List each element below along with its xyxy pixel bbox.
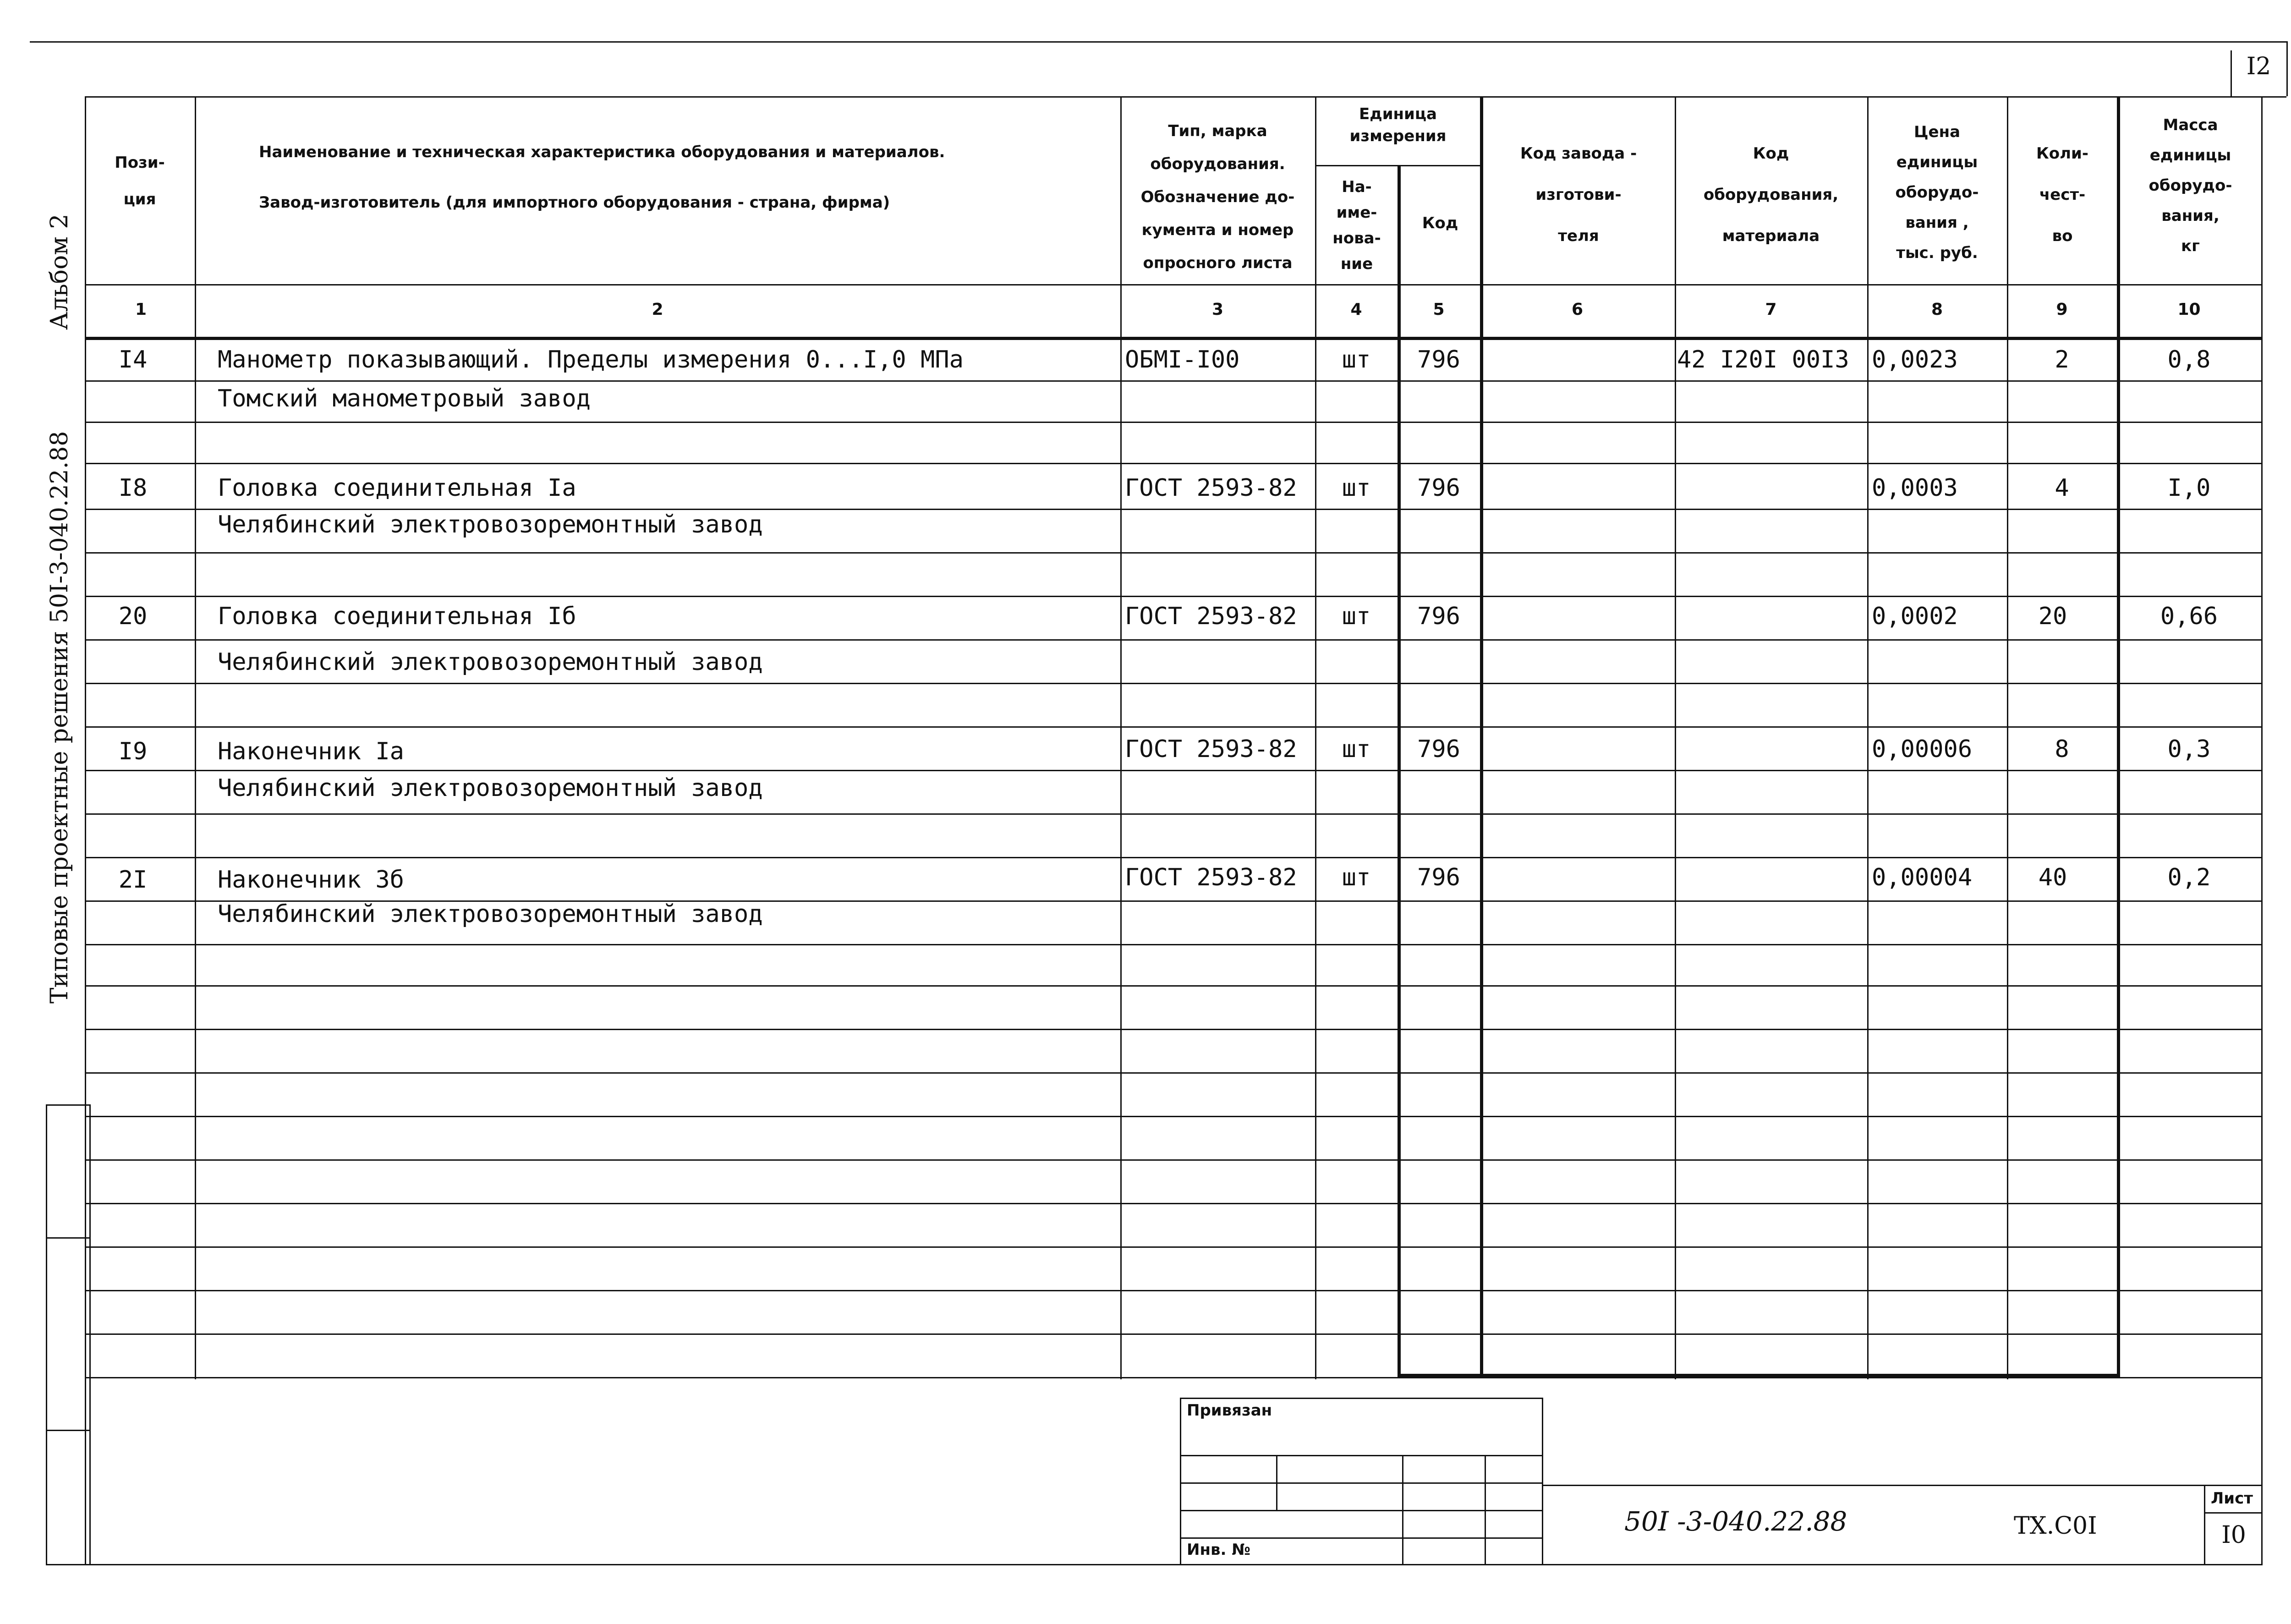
- margin-strip-left: [46, 1104, 47, 1565]
- header-unit: [1317, 103, 1479, 147]
- header-col1-line1: Пози-: [115, 154, 165, 172]
- header-col3-line: Обозначение до-: [1140, 188, 1295, 206]
- header-col4-line: На-: [1342, 178, 1372, 196]
- row-line: [85, 985, 2261, 987]
- row-line: [85, 1116, 2261, 1117]
- header-col10-line: вания,: [2161, 207, 2220, 225]
- row-line: [85, 1029, 2261, 1030]
- cell-type: ОБМI-I00: [1125, 346, 1240, 373]
- colnum-bottom: [85, 337, 2261, 340]
- cell-name: Наконечник Iа: [218, 738, 404, 765]
- header-col7-line: материала: [1722, 227, 1820, 245]
- col-sep-2: [1120, 96, 1122, 1379]
- header-col10-line: кг: [2181, 237, 2200, 255]
- header-col9-line: чест-: [2039, 186, 2086, 204]
- row-line: [85, 1072, 2261, 1074]
- row-line: [85, 1290, 2261, 1291]
- cell-mass: 0,2: [2167, 864, 2211, 891]
- cell-pos: I8: [118, 474, 148, 502]
- top-border: [30, 41, 2286, 43]
- header-col2-line1: Наименование и техническая характеристика оборудования и материалов.: [259, 143, 945, 161]
- cell-pos: I4: [118, 346, 148, 373]
- header-col9-line: во: [2052, 227, 2073, 245]
- cell-pos: 20: [118, 603, 148, 630]
- cell-mass: 0,66: [2160, 603, 2218, 630]
- cell-name: Наконечник 3б: [218, 866, 404, 894]
- row-line: [85, 683, 2261, 684]
- header-col3-line: опросного листа: [1143, 254, 1293, 272]
- stamp-left: [1180, 1398, 1181, 1565]
- header-col10-line: оборудо-: [2148, 176, 2232, 195]
- colnum-6: 6: [1571, 300, 1584, 319]
- stamp-row: [1180, 1510, 1542, 1511]
- stamp-right: [1542, 1398, 1543, 1565]
- cell-price: 0,0002: [1872, 603, 1958, 630]
- title-block-top: [1542, 1485, 2261, 1486]
- row-line: [85, 1159, 2261, 1161]
- cell-maker: Челябинский электровозоремонтный завод: [218, 774, 763, 802]
- colnum-4: 4: [1350, 300, 1362, 319]
- table-right: [2261, 96, 2263, 1565]
- cell-maker: Челябинский электровозоремонтный завод: [218, 900, 763, 928]
- row-line: [85, 422, 2261, 423]
- cell-price: 0,0003: [1872, 474, 1958, 502]
- cell-type: ГОСТ 2593-82: [1125, 603, 1297, 630]
- cell-mass: 0,8: [2167, 346, 2211, 373]
- header-col1: [87, 144, 192, 218]
- header-col6-line: теля: [1558, 227, 1599, 245]
- cell-code: 796: [1417, 346, 1460, 373]
- cell-code: 796: [1417, 603, 1460, 630]
- header-col3-line: кумента и номер: [1141, 221, 1294, 239]
- header-col8-line: тыс. руб.: [1896, 244, 1978, 262]
- colnum-8: 8: [1931, 300, 1943, 319]
- header-bottom: [85, 284, 2261, 285]
- cell-pos: I9: [118, 738, 148, 765]
- stamp-row: [1180, 1537, 1542, 1539]
- row-line: [85, 596, 2261, 597]
- header-col4-line: ние: [1340, 255, 1373, 273]
- table-top: [85, 96, 2286, 98]
- corner-box-left: [2231, 50, 2232, 96]
- cell-price: 0,0023: [1872, 346, 1958, 373]
- stamp-row: [1180, 1482, 1542, 1484]
- stamp-col: [1485, 1455, 1486, 1565]
- header-col5: Код: [1422, 214, 1458, 232]
- sheet-box-left: [2204, 1485, 2205, 1565]
- header-col7-line: Код: [1753, 144, 1789, 163]
- header-col10-line: Масса: [2163, 116, 2218, 134]
- stamp-col: [1402, 1455, 1403, 1565]
- header-col3: [1123, 115, 1313, 280]
- table-data-bottom-thick: [1398, 1374, 2120, 1377]
- row-line: [85, 509, 2261, 510]
- table-left: [85, 96, 86, 1565]
- sheet-number: I0: [2221, 1521, 2246, 1549]
- cell-equip-code: 42 I20I 00I3: [1677, 346, 1849, 373]
- header-col7-line: оборудования,: [1703, 186, 1839, 204]
- row-line: [85, 857, 2261, 858]
- row-line: [85, 463, 2261, 464]
- row-line: [85, 1203, 2261, 1204]
- cell-maker: Томский манометровый завод: [218, 385, 591, 412]
- row-line: [85, 813, 2261, 815]
- header-col1-line2: ция: [123, 190, 156, 208]
- header-col4: [1317, 174, 1396, 277]
- header-col8-line: Цена: [1913, 123, 1961, 141]
- cell-qty: 2: [2055, 346, 2069, 373]
- colnum-1: 1: [135, 300, 147, 319]
- header-col6-line: Код завода -: [1520, 144, 1637, 163]
- header-col2-line2: Завод-изготовитель (для импортного оборудования - страна, фирма): [259, 193, 890, 212]
- cell-pos: 2I: [118, 866, 148, 894]
- cell-price: 0,00004: [1872, 864, 1973, 891]
- colnum-5: 5: [1433, 300, 1445, 319]
- stamp-top: [1180, 1398, 1542, 1399]
- cell-name: Головка соединительная Iб: [218, 603, 576, 630]
- cell-qty: 20: [2038, 603, 2067, 630]
- cell-name: Манометр показывающий. Пределы измерения 0...I,0 МПа: [218, 346, 964, 373]
- table-data-bottom: [85, 1377, 2261, 1378]
- header-col8-line: единицы: [1896, 153, 1978, 171]
- corner-box-right: [2286, 41, 2288, 96]
- header-col3-line: Тип, марка: [1168, 122, 1267, 140]
- header-col8-line: оборудо-: [1895, 183, 1979, 202]
- header-col4-line: име-: [1336, 203, 1377, 222]
- row-line: [85, 1333, 2261, 1335]
- cell-type: ГОСТ 2593-82: [1125, 864, 1297, 891]
- row-line: [85, 770, 2261, 771]
- row-line: [85, 552, 2261, 554]
- col-sep-1: [195, 96, 196, 1379]
- stamp-tied-label: Привязан: [1187, 1401, 1272, 1420]
- sheet-corner-number: I2: [2246, 53, 2271, 80]
- col-sep-7: [1867, 96, 1869, 1379]
- cell-unit: шт: [1342, 346, 1371, 373]
- margin-strip-sep1: [46, 1237, 89, 1239]
- header-col6-line: изготови-: [1535, 186, 1622, 204]
- cell-type: ГОСТ 2593-82: [1125, 474, 1297, 502]
- cell-type: ГОСТ 2593-82: [1125, 735, 1297, 763]
- stamp-row: [1180, 1455, 1542, 1456]
- header-col8-line: вания ,: [1905, 214, 1969, 232]
- sheet-label: Лист: [2211, 1489, 2253, 1508]
- header-col6: [1485, 133, 1672, 257]
- col-sep-6: [1675, 96, 1676, 1379]
- margin-strip-top: [46, 1104, 89, 1106]
- cell-unit: шт: [1342, 603, 1371, 630]
- header-col4-line: нова-: [1332, 229, 1381, 247]
- row-line: [85, 1246, 2261, 1248]
- header-unit-line: измерения: [1349, 127, 1447, 145]
- header-col9-line: Коли-: [2036, 144, 2088, 163]
- margin-strip-sep2: [46, 1430, 89, 1431]
- stamp-inv-label: Инв. №: [1187, 1541, 1251, 1559]
- col-sep-5: [1480, 96, 1483, 1377]
- header-col3-line: оборудования.: [1150, 155, 1285, 173]
- doc-code: 50I -3-040.22.88: [1624, 1506, 1847, 1537]
- cell-code: 796: [1417, 474, 1460, 502]
- colnum-10: 10: [2177, 300, 2201, 319]
- header-col10: [2121, 110, 2260, 261]
- row-line: [85, 639, 2261, 641]
- row-line: [85, 726, 2261, 728]
- cell-unit: шт: [1342, 864, 1371, 891]
- table-bottom: [46, 1564, 2263, 1565]
- cell-maker: Челябинский электровозоремонтный завод: [218, 511, 763, 538]
- colnum-3: 3: [1211, 300, 1224, 319]
- side-series: Типовые проектные решения 50I-3-040.22.88: [46, 431, 73, 1004]
- row-line: [85, 944, 2261, 945]
- header-col9: [2009, 133, 2116, 257]
- cell-unit: шт: [1342, 474, 1371, 502]
- cell-price: 0,00006: [1872, 735, 1973, 763]
- header-unit-line: Единица: [1359, 105, 1437, 123]
- cell-name: Головка соединительная Iа: [218, 474, 576, 502]
- cell-mass: I,0: [2167, 474, 2211, 502]
- colnum-2: 2: [652, 300, 663, 319]
- cell-qty: 40: [2038, 864, 2067, 891]
- header-col10-line: единицы: [2149, 146, 2231, 165]
- cell-qty: 4: [2055, 474, 2069, 502]
- doc-mark: ТХ.С0I: [2014, 1512, 2097, 1540]
- side-album: Альбом 2: [46, 214, 73, 330]
- colnum-7: 7: [1765, 300, 1777, 319]
- cell-code: 796: [1417, 864, 1460, 891]
- cell-code: 796: [1417, 735, 1460, 763]
- row-line: [85, 380, 2261, 382]
- cell-qty: 8: [2055, 735, 2069, 763]
- cell-unit: шт: [1342, 735, 1371, 763]
- colnum-9: 9: [2056, 300, 2068, 319]
- header-col8: [1869, 117, 2005, 268]
- sheet-box-split: [2204, 1512, 2261, 1514]
- cell-mass: 0,3: [2167, 735, 2211, 763]
- cell-maker: Челябинский электровозоремонтный завод: [218, 648, 763, 676]
- header-col7: [1677, 133, 1865, 257]
- stamp-col: [1276, 1455, 1277, 1510]
